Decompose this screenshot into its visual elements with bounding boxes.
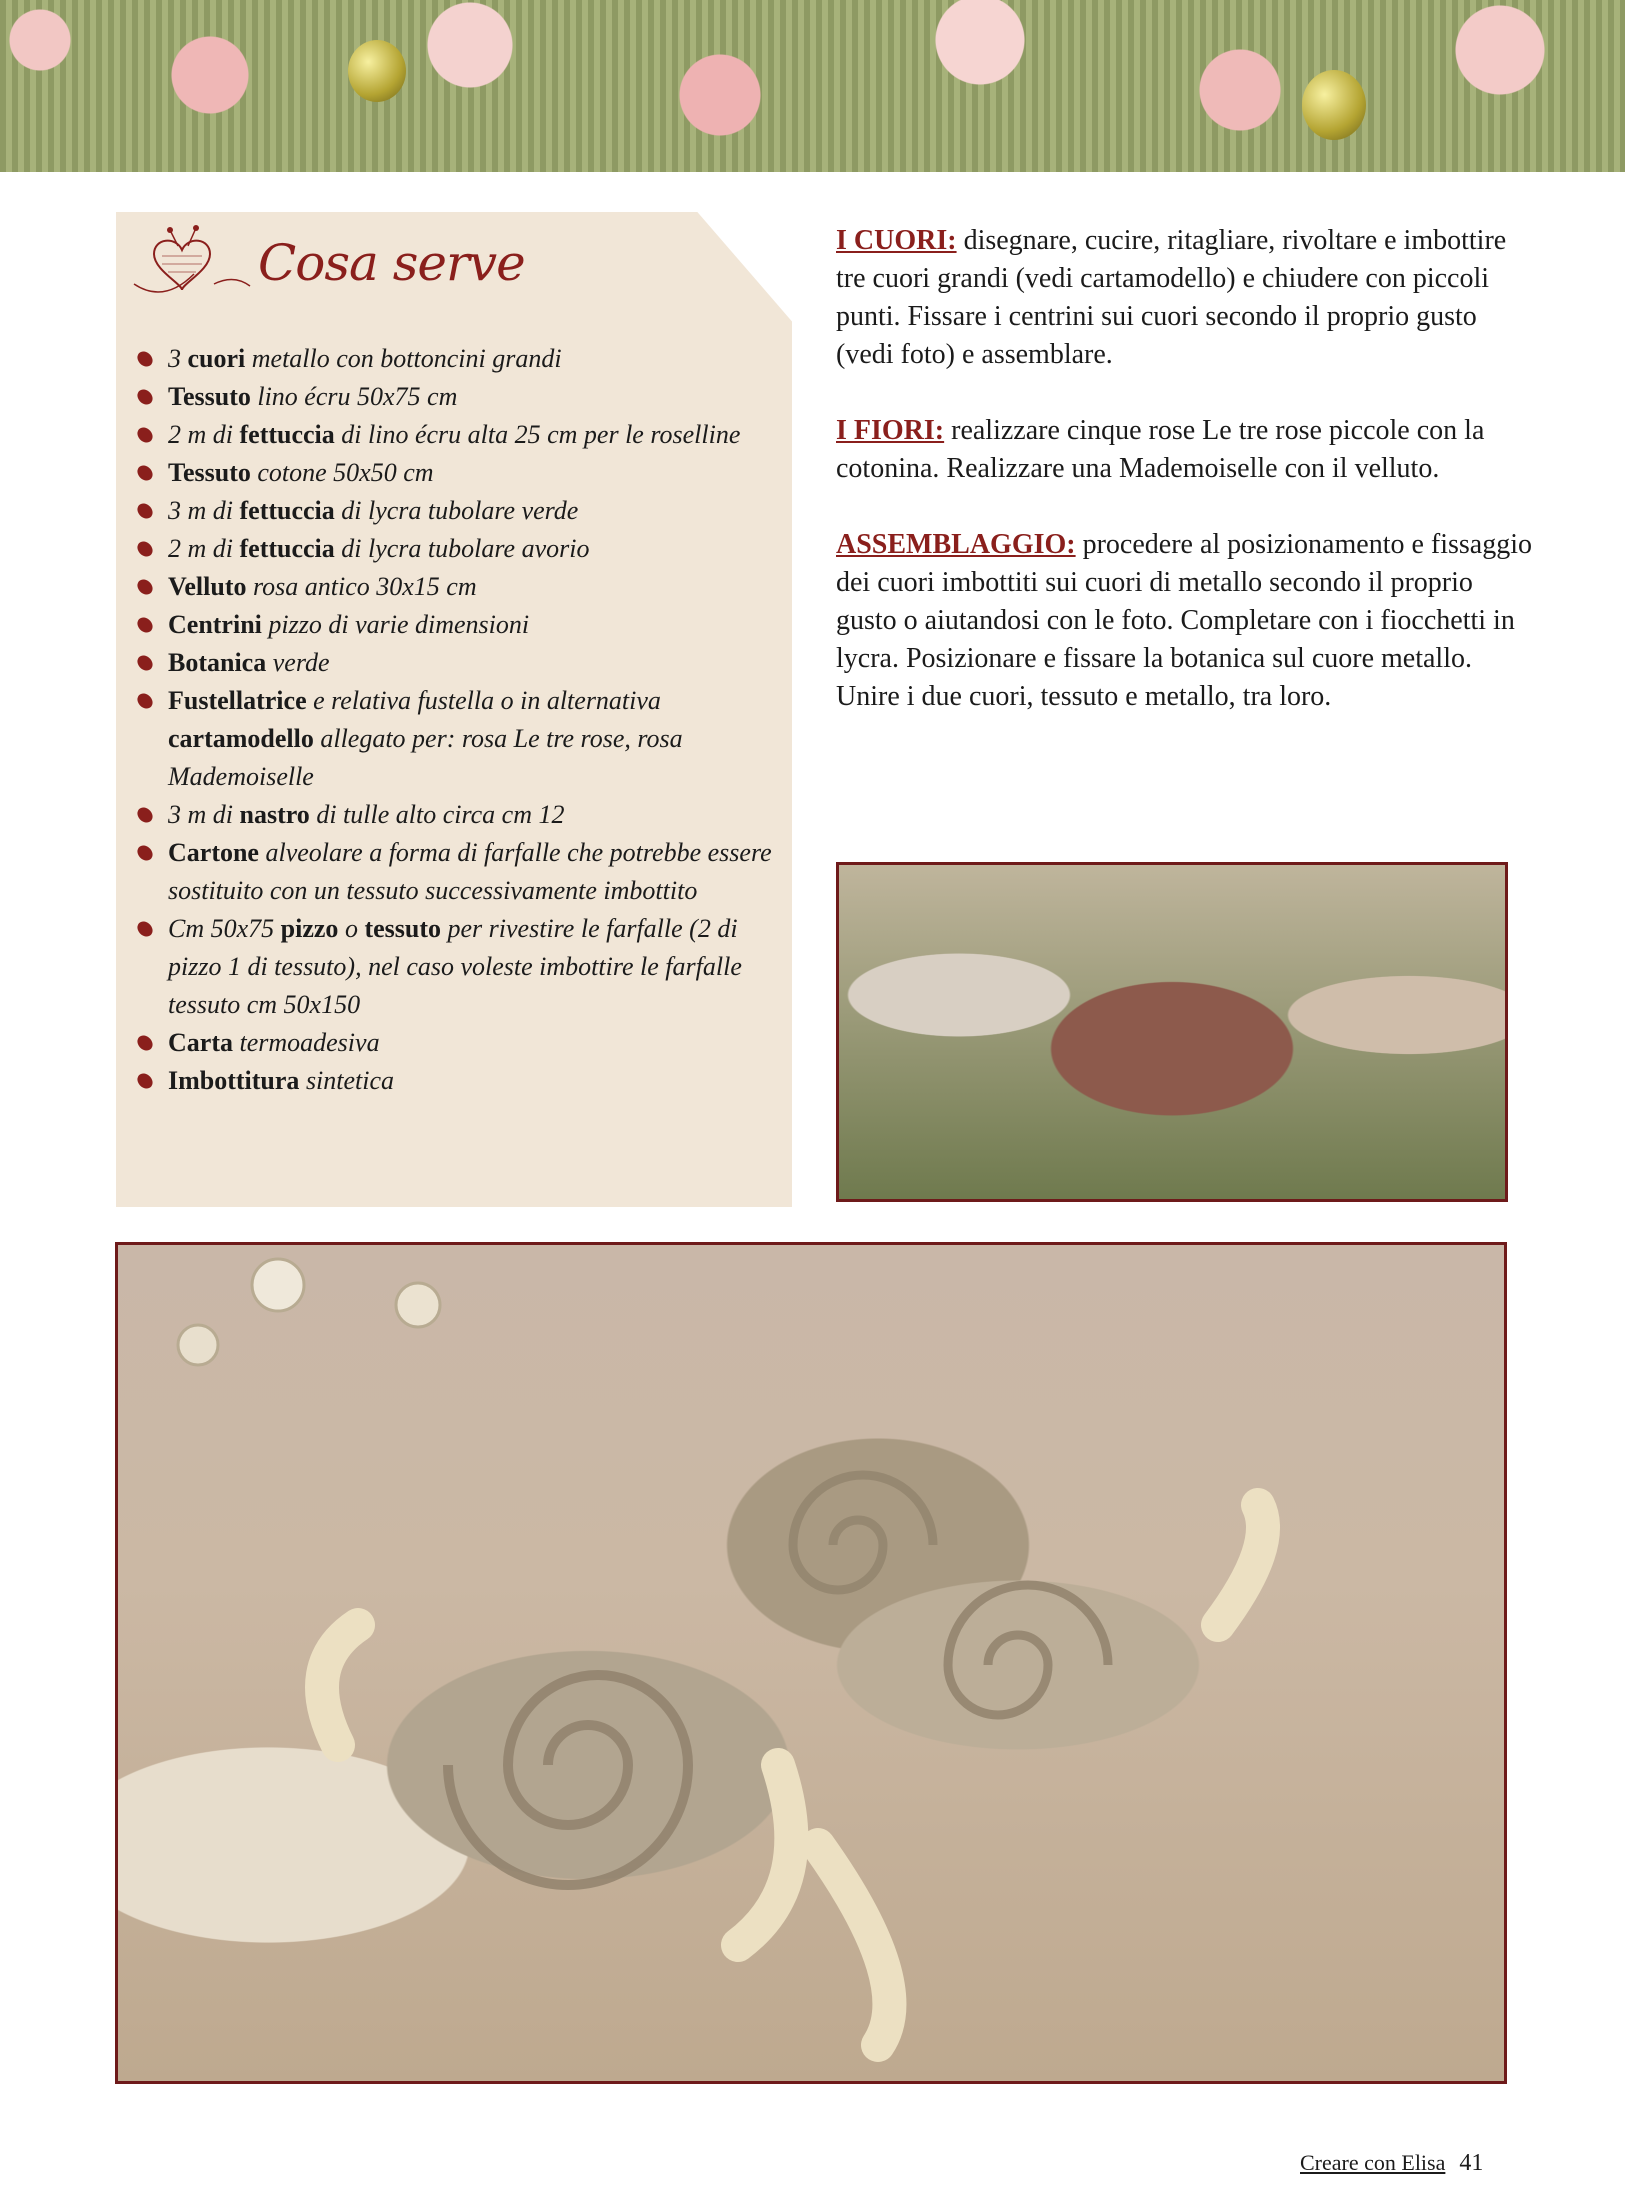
material-detail: 2 m di [168,534,240,563]
material-detail: termoadesiva [232,1028,380,1057]
material-item [134,606,774,644]
material-detail: e relativa fustella o in alternativa [306,686,661,715]
flower-petal-bullet-icon [136,539,155,559]
gold-ornament [1302,70,1366,140]
flower-petal-bullet-icon [136,1033,155,1053]
materials-list [134,340,774,1100]
material-name: cartamodello [168,724,314,753]
large-rose [448,1675,688,1885]
material-name: nastro [239,800,310,829]
flower-petal-bullet-icon [136,501,155,521]
flower-petal-bullet-icon [136,349,155,369]
material-detail: metallo con bottoncini grandi [245,344,562,373]
heading-cuori: I CUORI: [836,225,957,256]
flower-petal-bullet-icon [136,691,155,711]
material-detail: di lycra tubolare avorio [334,534,590,563]
material-detail: cotone 50x50 cm [250,458,434,487]
material-name: fettuccia [239,534,335,563]
publication-name: Creare con Elisa [1300,2150,1446,2175]
flower-petal-bullet-icon [136,577,155,597]
material-item [134,530,774,568]
small-rose [948,1585,1108,1715]
page-number: 41 [1459,2150,1484,2176]
material-name: Carta [168,1028,233,1057]
material-name: Centrini [168,610,262,639]
material-detail: sintetica [299,1066,395,1095]
ivory-ribbon [322,1505,1263,2045]
rose-illustration [118,1245,1504,2081]
material-detail: Cm 50x75 [168,914,281,943]
material-name: Tessuto [168,458,251,487]
gold-ornament [348,40,406,102]
material-name: Fustellatrice [168,686,307,715]
flower-petal-bullet-icon [136,653,155,673]
text-fiori: realizzare cinque rose Le tre rose piccole con la cotonina. Realizzare una Mademoiselle con il velluto. [836,415,1485,484]
material-detail: allegato per: rosa Le tre rose, rosa Mademoiselle [168,724,683,791]
heading-fiori: I FIORI: [836,415,945,446]
back-rose [793,1475,933,1590]
material-detail: 3 m di [168,800,240,829]
instruction-fiori [836,412,1536,488]
material-name: cuori [187,344,246,373]
material-item [134,910,774,1024]
instruction-cuori [836,222,1536,374]
material-detail: o [338,914,365,943]
material-name: Imbottitura [168,1066,300,1095]
material-detail: di lycra tubolare verde [334,496,579,525]
text-assemblaggio: procedere al posizionamento e fissaggio dei cuori imbottiti sui cuori di metallo secondo il proprio gusto o aiutandosi con le foto. Completare con i fiocchetti in lycra. Posizionare e fissare la botanica sul cuore metallo. Unire i due cuori, tessuto e metallo, tra loro. [836,529,1533,712]
material-detail: pizzo di varie dimensioni [261,610,530,639]
material-item [134,492,774,530]
instructions [836,222,1536,754]
heading-assemblaggio: ASSEMBLAGGIO: [836,529,1076,560]
material-name: tessuto [364,914,441,943]
material-detail: lino écru 50x75 cm [250,382,458,411]
material-item [134,682,774,796]
material-detail: di lino écru alta 25 cm per le roselline [334,420,741,449]
material-name: fettuccia [239,496,335,525]
material-name: Velluto [168,572,247,601]
flower-petal-bullet-icon [136,919,155,939]
panel-title: Cosa serve [258,234,525,292]
material-item [134,568,774,606]
material-detail: per rivestire le farfalle (2 di pizzo 1 di tessuto), nel caso voleste imbottire le farfalle tessuto cm 50x150 [168,914,742,1019]
flower-petal-bullet-icon [136,843,155,863]
material-detail: 3 [168,344,188,373]
material-detail: 2 m di [168,420,240,449]
material-detail: 3 m di [168,496,240,525]
material-item [134,454,774,492]
material-detail: verde [266,648,330,677]
material-detail: di tulle alto circa cm 12 [309,800,565,829]
flower-petal-bullet-icon [136,425,155,445]
material-item [134,378,774,416]
material-detail: alveolare a forma di farfalle che potrebbe essere sostituito con un tessuto successivamente imbottito [168,838,772,905]
material-item [134,796,774,834]
material-name: Botanica [168,648,267,677]
material-name: Cartone [168,838,259,867]
fabric-flowers-photo [836,862,1508,1202]
material-name: Tessuto [168,382,251,411]
button-decoration [178,1325,218,1365]
text-cuori: disegnare, cucire, ritagliare, rivoltare e imbottire tre cuori grandi (vedi cartamodello) e chiudere con piccoli punti. Fissare i centrini sui cuori secondo il proprio gusto (vedi foto) e assemblare. [836,225,1507,370]
material-item [134,416,774,454]
material-item [134,1062,774,1100]
material-name: fettuccia [239,420,335,449]
page-footer [1300,2150,1483,2177]
header-flower-garland-image [0,0,1625,172]
pincushion-heart-icon [124,224,254,310]
linen-roses-photo [115,1242,1507,2084]
flower-petal-bullet-icon [136,387,155,407]
material-detail: rosa antico 30x15 cm [246,572,477,601]
material-name: pizzo [280,914,339,943]
instruction-assemblaggio [836,526,1536,716]
material-item [134,340,774,378]
button-decoration [252,1259,304,1311]
flower-petal-bullet-icon [136,615,155,635]
button-decoration [396,1283,440,1327]
flower-petal-bullet-icon [136,805,155,825]
flower-petal-bullet-icon [136,463,155,483]
material-item [134,834,774,910]
flower-petal-bullet-icon [136,1071,155,1091]
material-item [134,1024,774,1062]
material-item [134,644,774,682]
